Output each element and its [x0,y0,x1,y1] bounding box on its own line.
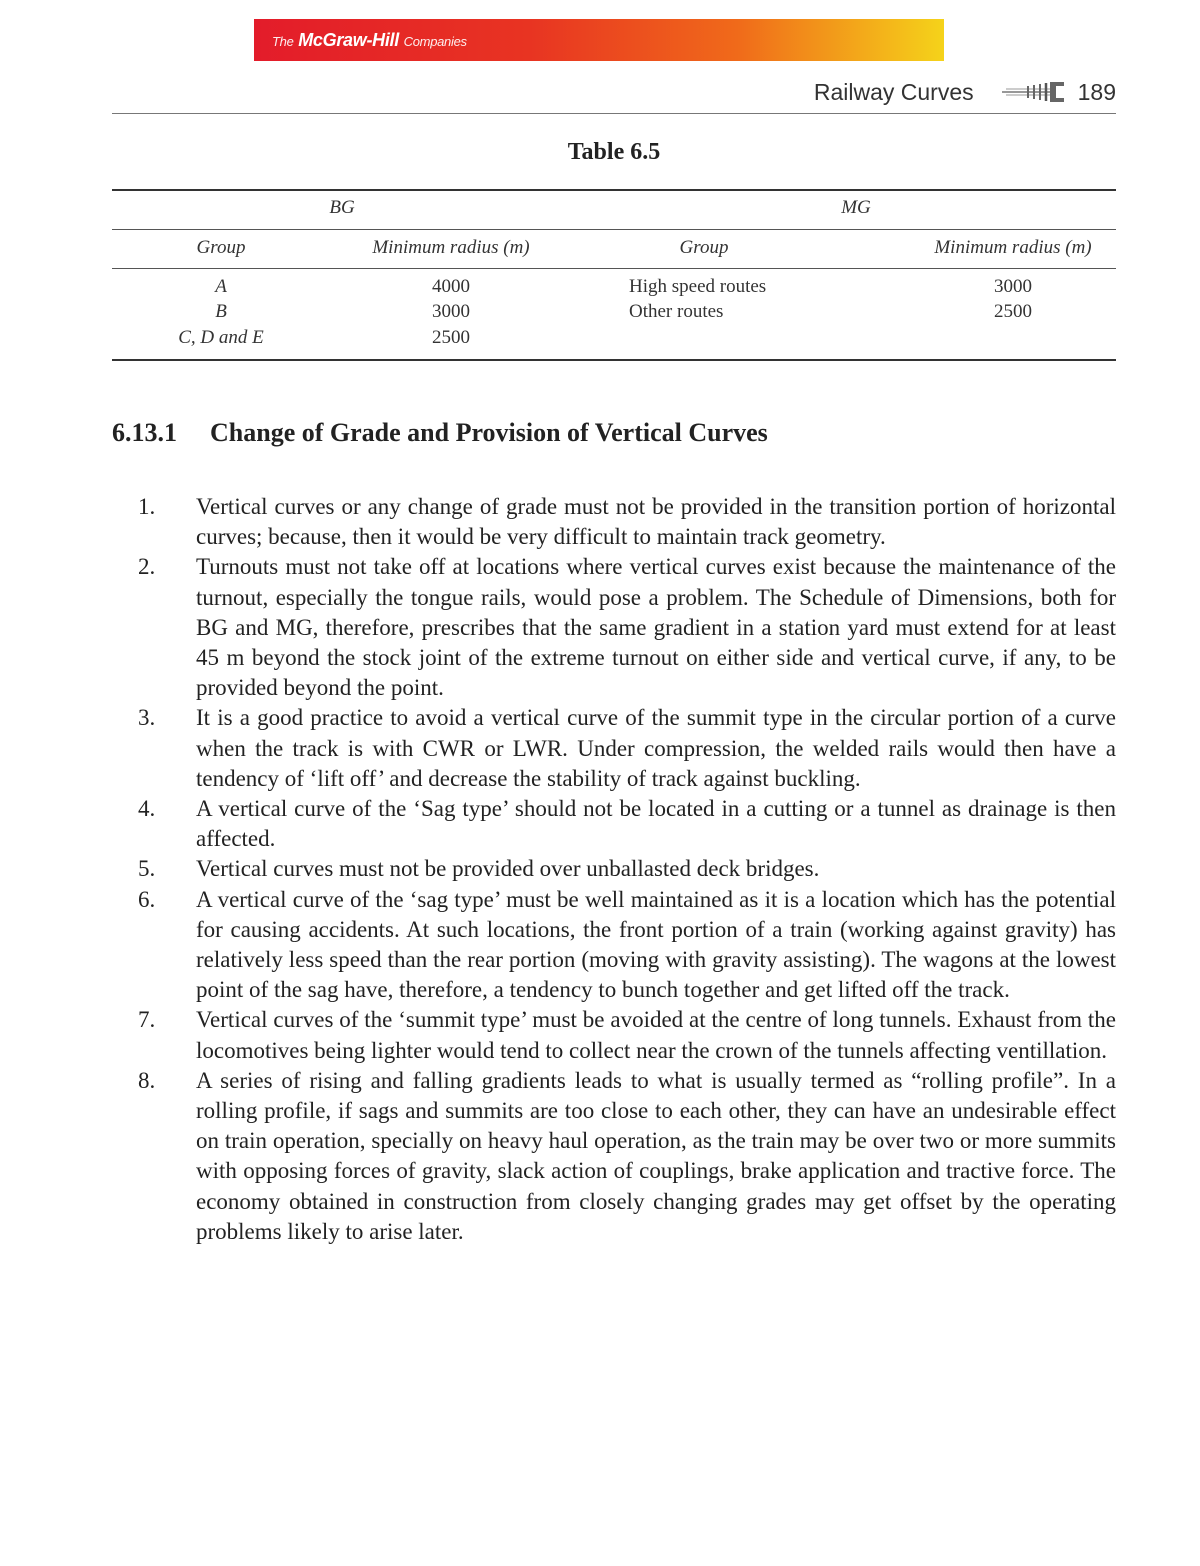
page-number: 189 [1077,78,1116,105]
list-item [0,854,1116,884]
item-number: 5. [138,856,156,882]
publisher-banner [254,19,944,61]
list-item [0,1066,1116,1247]
mg-group-header: MG [841,197,871,218]
list-item [0,794,1116,854]
list-item [0,703,1116,794]
item-text: Vertical curves or any change of grade must not be provided in the transition portion of horizontal curves; because, then it would be very difficult to maintain track geometry. [196,494,1116,550]
list-item [0,552,1116,703]
track-sleeper-icon [1002,80,1064,104]
column-header: Group [196,237,246,258]
item-text: A vertical curve of the ‘sag type’ must be well maintained as it is a location which has the potential for causing accidents. At such locations, the front portion of a train (working against gravity) has relatively less speed than the rear portion (moving with gravity assisting). The wagons at the lowest point of the sag have, therefore, a tendency to bunch together and get lifted off the track. [196,886,1116,1003]
table-header-divider [112,229,1116,230]
bg-radius-cell: 4000 [432,276,470,297]
item-number: 8. [138,1067,156,1093]
list-item [0,885,1116,1006]
column-header: Group [679,237,729,258]
table-top-rule [112,189,1116,191]
bg-group-cell: C, D and E [178,327,264,348]
item-number: 4. [138,796,156,822]
item-number: 2. [138,554,156,580]
list-item [0,492,1116,552]
section-heading [112,418,768,448]
mg-radius-cell: 2500 [994,301,1032,322]
item-text: A series of rising and falling gradients leads to what is usually termed as “rolling profile”. In a rolling profile, if sags and summits are too close to each other, they can have an undesirable effect on train operation, specially on heavy haul operation, as the train may be over two or more summits with opposing forces of gravity, slack action of couplings, brake application and tractive force. The economy obtained in construction from closely changing grades may get offset by the operating problems likely to arise later. [196,1067,1116,1244]
item-text: A vertical curve of the ‘Sag type’ should not be located in a cutting or a tunnel as drainage is then affected. [196,796,1116,852]
item-number: 1. [138,494,156,519]
publisher-name: McGraw-Hill [298,30,399,50]
item-text: Turnouts must not take off at locations where vertical curves exist because the maintenance of the turnout, especially the tongue rails, would pose a problem. The Schedule of Dimensions, both for BG and MG, therefore, prescribes that the same gradient in a station yard must extend for at least 45 m beyond the stock joint of the extreme turnout on either side and vertical curve, if any, to be provided beyond the point. [196,554,1116,701]
item-text: Vertical curves of the ‘summit type’ must be avoided at the centre of long tunnels. Exhaust from the locomotives being lighter would tend to collect near the crown of the tunnels affecting ventillation. [196,1007,1116,1063]
item-number: 7. [138,1007,156,1033]
bg-group-cell: A [215,276,227,297]
mg-radius-cell: 3000 [994,276,1032,297]
running-head [814,76,1116,108]
publisher-logo [272,30,467,51]
bg-radius-cell: 3000 [432,301,470,322]
table-bottom-rule [112,359,1116,361]
item-text: It is a good practice to avoid a vertical curve of the summit type in the circular portion of a curve when the track is with CWR or LWR. Under compression, the welded rails would then have a tendency of ‘lift off’ and decrease the stability of track against buckling. [196,705,1116,791]
column-header: Minimum radius (m) [372,237,530,258]
section-title: Change of Grade and Provision of Vertical Curves [210,418,768,447]
header-rule [112,113,1116,114]
item-text: Vertical curves must not be provided over unballasted deck bridges. [196,856,820,882]
table-body-divider [112,268,1116,269]
bg-group-cell: B [215,301,227,322]
item-number: 6. [138,886,156,912]
bg-group-header: BG [329,197,355,218]
numbered-list [0,492,1200,1247]
mg-group-cell: High speed routes [629,276,767,297]
column-header: Minimum radius (m) [934,237,1092,258]
running-head-title: Railway Curves [813,78,974,105]
list-item [0,1005,1116,1065]
publisher-prefix: The [272,34,294,49]
item-number: 3. [138,705,156,731]
mg-group-cell: Other routes [629,301,724,322]
table-caption: Table 6.5 [567,139,661,165]
publisher-suffix: Companies [403,34,467,49]
bg-radius-cell: 2500 [432,327,470,348]
section-number: 6.13.1 [112,418,177,447]
